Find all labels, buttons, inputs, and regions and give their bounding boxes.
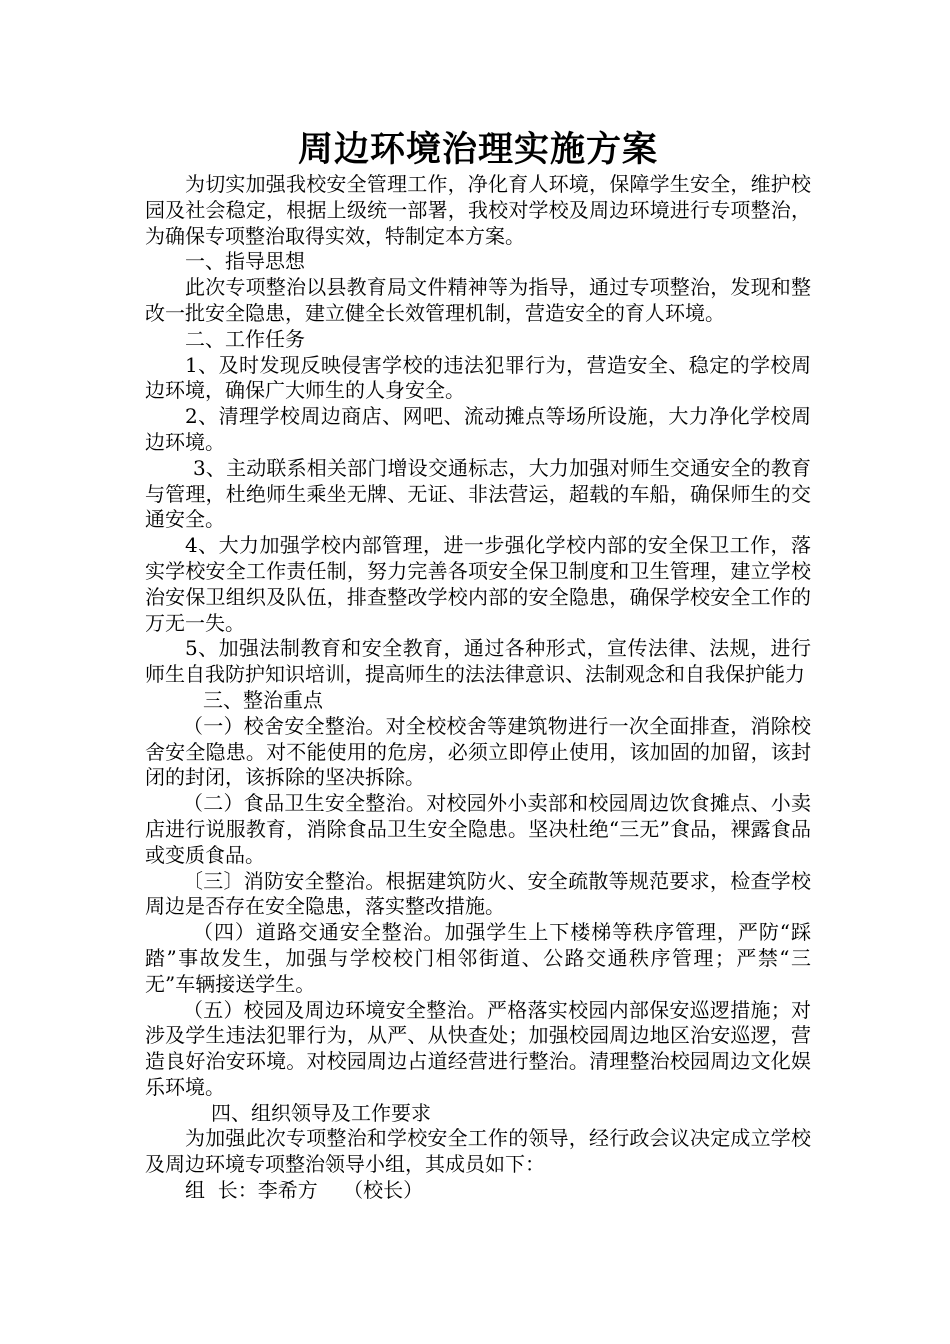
guiding-thought-paragraph: 此次专项整治以县教育局文件精神等为指导，通过专项整治，发现和整改一批安全隐患，建立健全长效管理机制，营造安全的育人环境。	[145, 275, 811, 325]
key-point-5: （五）校园及周边环境安全整治。严格落实校园内部保安巡逻措施；对涉及学生违法犯罪行为，从严、从快查处；加强校园周边地区治安巡逻，营造良好治安环境。对校园周边占道经营进行整治。清理整治校园周边文化娱乐环境。	[145, 997, 811, 1099]
section-heading-guiding-thought: 一、指导思想	[185, 249, 305, 274]
task-item-4: 4、大力加强学校内部管理，进一步强化学校内部的安全保卫工作，落实学校安全工作责任制，努力完善各项安全保卫制度和卫生管理，建立学校治安保卫组织及队伍，排查整改学校内部的安全隐患，确保学校安全工作的万无一失。	[145, 533, 811, 635]
team-leader-line: 组 长：李希方 （校长）	[185, 1178, 424, 1203]
intro-paragraph: 为切实加强我校安全管理工作，净化育人环境，保障学生安全，维护校园及社会稳定，根据上级统一部署，我校对学校及周边环境进行专项整治，为确保专项整治取得实效，特制定本方案。	[145, 172, 811, 248]
document-title: 周边环境治理实施方案	[297, 129, 658, 170]
task-item-1: 1、及时发现反映侵害学校的违法犯罪行为，营造安全、稳定的学校周边环境，确保广大师生的人身安全。	[145, 352, 811, 403]
section-heading-tasks: 二、工作任务	[185, 326, 305, 351]
key-point-1: （一）校舍安全整治。对全校校舍等建筑物进行一次全面排查，消除校舍安全隐患。对不能使用的危房，必须立即停止使用，该加固的加留，该封闭的封闭，该拆除的坚决拆除。	[145, 713, 811, 790]
key-point-2: （二）食品卫生安全整治。对校园外小卖部和校园周边饮食摊点、小卖店进行说服教育，消除食品卫生安全隐患。坚决杜绝“三无”食品，裸露食品或变质食品。	[145, 791, 811, 867]
task-item-2: 2、清理学校周边商店、网吧、流动摊点等场所设施，大力净化学校周边环境。	[145, 404, 811, 454]
document-page	[145, 128, 811, 1204]
organization-paragraph: 为加强此次专项整治和学校安全工作的领导，经行政会议决定成立学校及周边环境专项整治领导小组，其成员如下：	[145, 1126, 811, 1177]
task-item-5: 5、加强法制教育和安全教育，通过各种形式，宣传法律、法规，进行师生自我防护知识培训，提高师生的法法律意识、法制观念和自我保护能力	[145, 636, 811, 687]
task-item-3: 3、主动联系相关部门增设交通标志，大力加强对师生交通安全的教育与管理，杜绝师生乘坐无牌、无证、非法营运，超载的车船，确保师生的交通安全。	[145, 455, 811, 532]
key-point-4: （四）道路交通安全整治。加强学生上下楼梯等秩序管理，严防“踩踏”事故发生，加强与学校校门相邻街道、公路交通秩序管理；严禁“三无”车辆接送学生。	[145, 920, 811, 996]
section-heading-organization: 四、组织领导及工作要求	[211, 1100, 431, 1125]
section-heading-key-points: 三、整治重点	[203, 687, 323, 712]
key-point-3: 〔三〕消防安全整治。根据建筑防火、安全疏散等规范要求，检查学校周边是否存在安全隐患，落实整改措施。	[145, 868, 811, 919]
